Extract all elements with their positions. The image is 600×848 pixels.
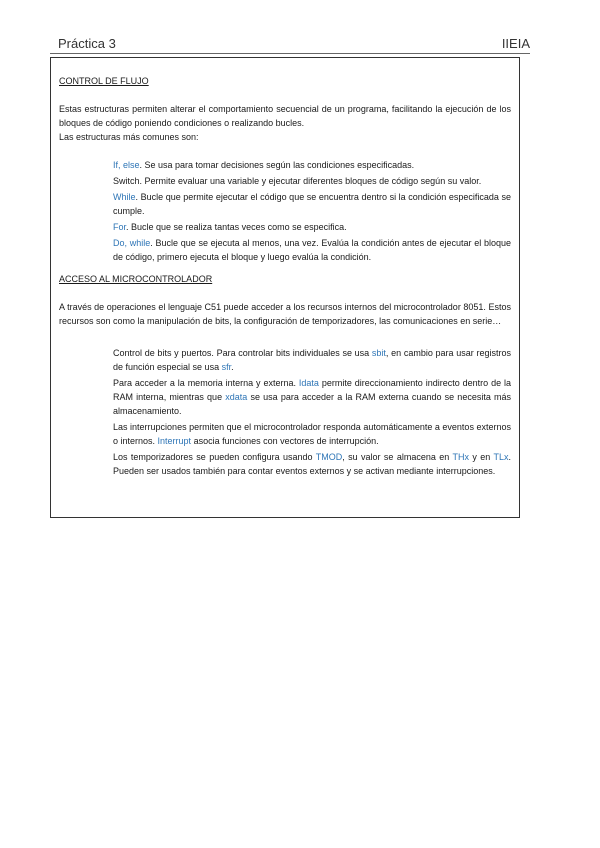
page-header-right: IIEIA [501, 36, 530, 51]
list-item-switch [59, 174, 511, 188]
text-part: asocia funciones con vectores de interrupción. [191, 436, 379, 446]
list-item-if-else [59, 158, 511, 172]
keyword-sfr: sfr [221, 362, 232, 372]
text-part: Los temporizadores se pueden configura usando [113, 452, 316, 462]
item-text: . Bucle que se realiza tantas veces como se especifica. [126, 222, 347, 232]
section2-intro: A través de operaciones el lenguaje C51 puede acceder a los recursos internos del microcontrolador 8051. Estos recursos son como la manipulación de bits, la configuración de temporizadores, las comunicaciones en serie… [59, 302, 511, 326]
section-title-control-flujo: CONTROL DE FLUJO [59, 76, 149, 86]
section1-intro2: Las estructuras más comunes son: [59, 132, 199, 142]
paragraph-memoria [59, 376, 511, 418]
content-box [50, 57, 520, 518]
item-text: . Bucle que se ejecuta al menos, una vez. Evalúa la condición antes de ejecutar el bloque de código, primero ejecuta el bloque y luego evalúa la condición. [113, 238, 512, 262]
text-part: Para acceder a la memoria interna y externa. [113, 378, 299, 388]
text-part: y en [468, 452, 494, 462]
text-part: permite direccionamiento indirecto dentro de la RAM interna, mientras que [113, 378, 511, 402]
paragraph-interrupciones [59, 420, 511, 448]
section1-intro: Estas estructuras permiten alterar el comportamiento secuencial de un programa, facilitando la ejecución de los bloques de código poniendo condiciones o realizando bucles. [59, 104, 511, 128]
item-text: . Se usa para tomar decisiones según las condiciones especificadas. [139, 160, 415, 170]
list-item-for [59, 220, 511, 234]
text-part: , en cambio para usar registros de función especial se usa [113, 348, 511, 372]
keyword-idata: Idata [298, 378, 319, 388]
text-part: , su valor se almacena en [342, 452, 453, 462]
text-part: . Pueden ser usados también para contar eventos externos y se activan mediante interrupciones. [113, 452, 511, 476]
page-header-left: Práctica 3 [58, 36, 116, 51]
header-divider [50, 53, 530, 54]
keyword-thx: THx [452, 452, 469, 462]
list-item-while [59, 190, 511, 218]
list-item-do-while [59, 236, 511, 264]
keyword-interrupt: Interrupt [157, 436, 192, 446]
keyword-while: While [113, 192, 136, 202]
text-part: . [231, 362, 234, 372]
item-text: Switch. Permite evaluar una variable y ejecutar diferentes bloques de código según su valor. [113, 176, 482, 186]
paragraph-temporizadores [59, 450, 511, 478]
keyword-tmod: TMOD [315, 452, 343, 462]
keyword-xdata: xdata [225, 392, 248, 402]
keyword-for: For [113, 222, 127, 232]
keyword-if-else: If, else [113, 160, 140, 170]
section-title-acceso: ACCESO AL MICROCONTROLADOR [59, 274, 213, 284]
text-part: se usa para acceder a la RAM externa cuando se necesita más almacenamiento. [113, 392, 512, 416]
keyword-do-while: Do, while [113, 238, 151, 248]
keyword-sbit: sbit [371, 348, 386, 358]
text-part: Control de bits y puertos. Para controlar bits individuales se usa [113, 348, 372, 358]
keyword-tlx: TLx [493, 452, 509, 462]
paragraph-bits-puertos [59, 346, 511, 374]
item-text: . Bucle que permite ejecutar el código que se encuentra dentro si la condición especificada se cumple. [113, 192, 511, 216]
text-part: Las interrupciones permiten que el microcontrolador responda automáticamente a eventos externos o internos. [113, 422, 511, 446]
